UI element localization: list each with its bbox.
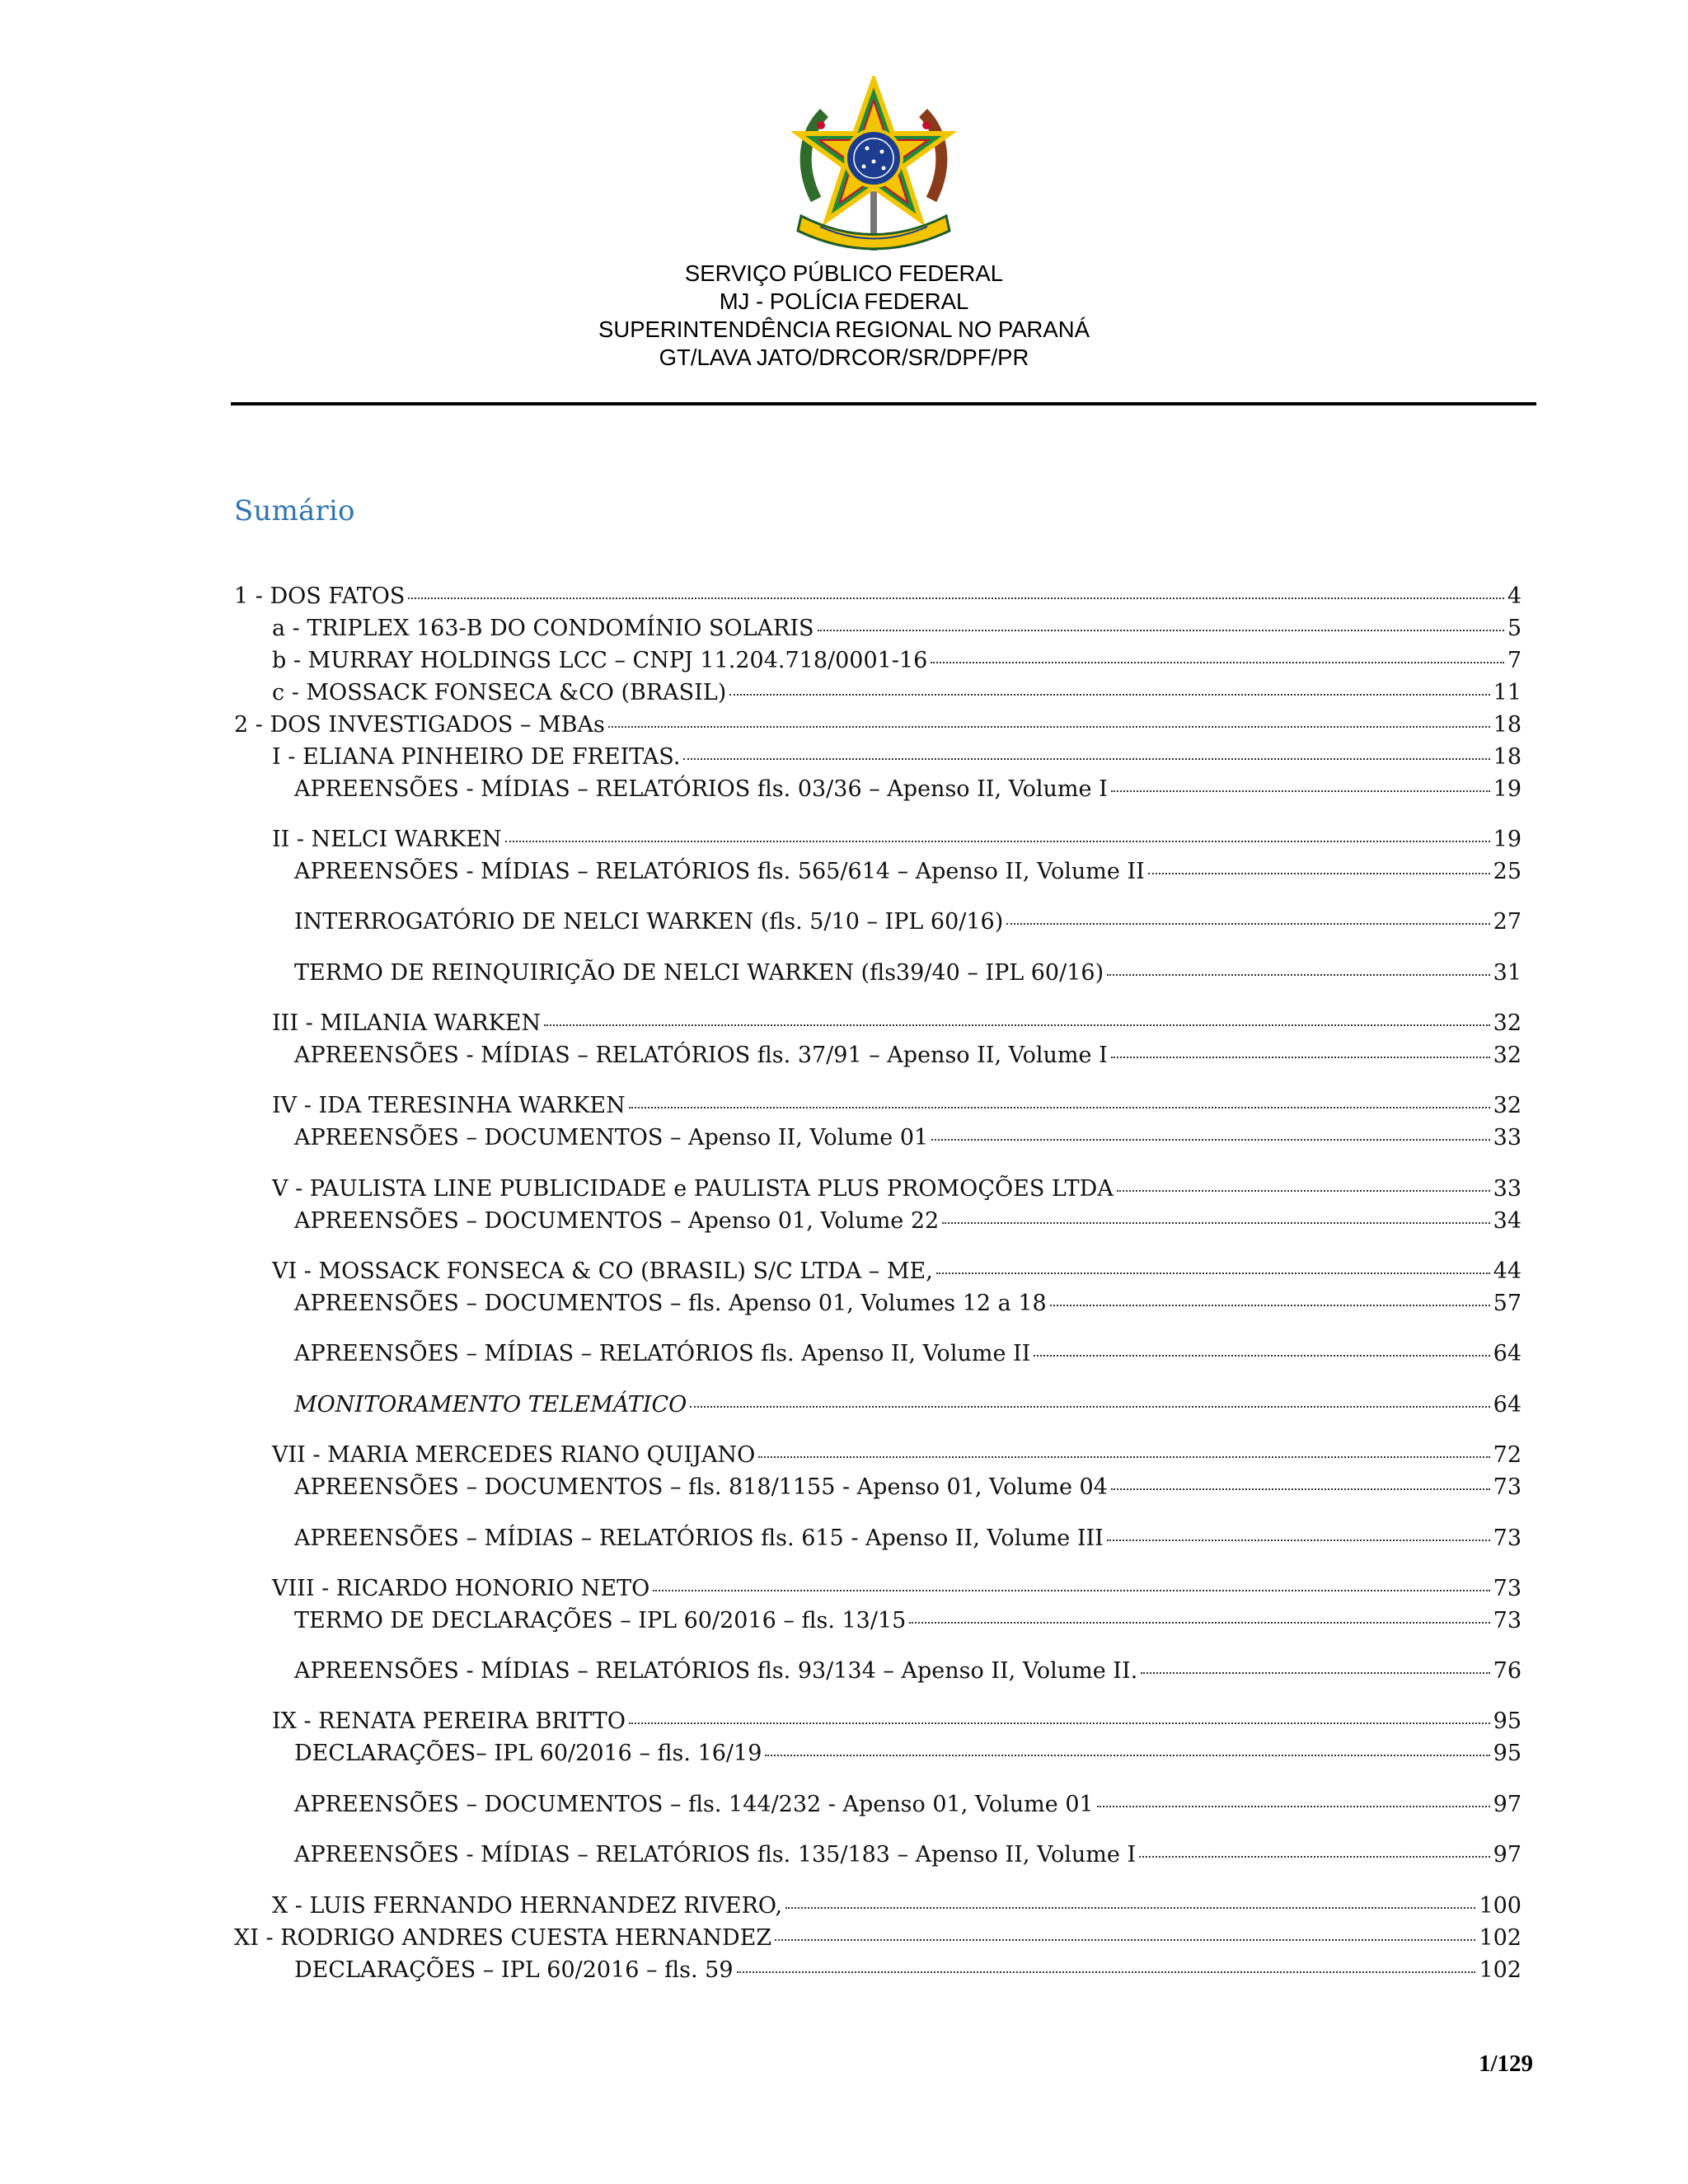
toc-title: Sumário <box>234 494 355 527</box>
toc-entry-label: V - PAULISTA LINE PUBLICIDADE e PAULISTA PLUS PROMOÇÕES LTDA <box>272 1176 1114 1202</box>
toc-entry[interactable] <box>272 1174 1522 1204</box>
toc-entry-label: APREENSÕES - MÍDIAS – RELATÓRIOS fls. 565/614 – Apenso II, Volume II <box>294 859 1145 884</box>
toc-entry-label: DECLARAÇÕES – IPL 60/2016 – fls. 59 <box>294 1957 734 1983</box>
toc-entry-leader <box>1117 1190 1490 1192</box>
toc-entry-label: IV - IDA TERESINHA WARKEN <box>272 1093 626 1118</box>
toc-entry-leader <box>765 1755 1489 1756</box>
toc-entry-label: APREENSÕES - MÍDIAS – RELATÓRIOS fls. 135/183 – Apenso II, Volume I <box>294 1842 1137 1868</box>
toc-entry[interactable] <box>272 1574 1522 1604</box>
toc-entry[interactable] <box>294 1473 1522 1502</box>
toc-entry-page: 34 <box>1493 1208 1522 1234</box>
toc-entry[interactable] <box>294 1956 1522 1985</box>
toc-entry-leader <box>785 1907 1475 1909</box>
toc-entry-label: VI - MOSSACK FONSECA & CO (BRASIL) S/C LTDA – ME, <box>272 1258 933 1284</box>
header-line-1: SERVIÇO PÚBLICO FEDERAL <box>684 260 1004 286</box>
toc-entry-leader <box>1097 1806 1490 1807</box>
toc-entry[interactable] <box>294 1207 1522 1236</box>
toc-entry-page: 19 <box>1493 827 1522 852</box>
toc-entry-leader <box>931 662 1504 663</box>
toc-entry-label: 1 - DOS FATOS <box>234 583 406 609</box>
toc-entry-label: X - LUIS FERNANDO HERNANDEZ RIVERO, <box>272 1893 783 1919</box>
toc-entry-page: 100 <box>1479 1893 1522 1919</box>
toc-entry[interactable] <box>294 1524 1522 1554</box>
toc-entry-leader <box>1107 1540 1490 1541</box>
toc-entry-page: 44 <box>1493 1258 1522 1284</box>
toc-entry-label: IX - RENATA PEREIRA BRITTO <box>272 1708 626 1734</box>
toc-entry-page: 33 <box>1493 1125 1522 1151</box>
toc-entry-leader <box>683 758 1489 760</box>
toc-entry-label: VIII - RICARDO HONORIO NETO <box>272 1576 650 1601</box>
toc-entry-label: APREENSÕES – DOCUMENTOS – fls. Apenso 01, Volumes 12 a 18 <box>294 1291 1047 1316</box>
toc-entry-label: 2 - DOS INVESTIGADOS – MBAs <box>234 712 605 738</box>
toc-entry-page: 73 <box>1493 1608 1522 1633</box>
toc-entry-page: 72 <box>1493 1442 1522 1468</box>
toc-entry[interactable] <box>272 646 1522 676</box>
toc-entry[interactable] <box>294 1123 1522 1153</box>
toc-entry-label: INTERROGATÓRIO DE NELCI WARKEN (fls. 5/10 – IPL 60/16) <box>294 909 1004 935</box>
toc-entry[interactable] <box>294 1790 1522 1820</box>
toc-entry[interactable] <box>294 857 1522 887</box>
toc-entry-leader <box>909 1622 1489 1624</box>
toc-entry-leader <box>1141 1672 1489 1674</box>
toc-entry-leader <box>690 1406 1489 1408</box>
toc-entry-leader <box>1034 1355 1489 1357</box>
toc-entry[interactable] <box>272 1441 1522 1470</box>
toc-entry-page: 5 <box>1507 616 1522 641</box>
toc-entry-page: 18 <box>1493 712 1522 738</box>
toc-entry-page: 25 <box>1493 859 1522 884</box>
toc-entry[interactable] <box>294 1390 1522 1420</box>
toc-entry[interactable] <box>294 907 1522 937</box>
toc-entry-leader <box>729 694 1489 696</box>
toc-entry-leader <box>818 630 1504 631</box>
toc-entry[interactable] <box>294 1289 1522 1319</box>
toc-entry-leader <box>1139 1856 1490 1858</box>
toc-entry-label: APREENSÕES – DOCUMENTOS – Apenso 01, Volume 22 <box>294 1208 940 1234</box>
toc-entry-label: DECLARAÇÕES– IPL 60/2016 – fls. 16/19 <box>294 1741 762 1766</box>
header-divider <box>231 402 1536 405</box>
toc-entry-leader <box>1111 1057 1490 1058</box>
toc-entry[interactable] <box>294 1339 1522 1369</box>
toc-entry[interactable] <box>272 678 1522 708</box>
toc-entry-label: I - ELIANA PINHEIRO DE FREITAS. <box>272 744 681 770</box>
header-line-3: SUPERINTENDÊNCIA REGIONAL NO PARANÁ <box>598 316 1090 342</box>
toc-entry[interactable] <box>294 1041 1522 1071</box>
toc-entry-page: 73 <box>1493 1576 1522 1601</box>
toc-entry[interactable] <box>294 1739 1522 1769</box>
toc-entry-label: MONITORAMENTO TELEMÁTICO <box>294 1392 687 1418</box>
toc-entry-page: 7 <box>1507 648 1522 673</box>
toc-entry-label: APREENSÕES - MÍDIAS – RELATÓRIOS fls. 37/91 – Apenso II, Volume I <box>294 1043 1108 1068</box>
toc-entry-label: APREENSÕES – MÍDIAS – RELATÓRIOS fls. 615 - Apenso II, Volume III <box>294 1526 1104 1551</box>
toc-entry[interactable] <box>272 1257 1522 1286</box>
toc-entry-leader <box>544 1024 1490 1026</box>
toc-entry-page: 32 <box>1493 1010 1522 1036</box>
brazil-coat-of-arms-icon <box>791 76 956 257</box>
toc-entry-label: APREENSÕES - MÍDIAS – RELATÓRIOS fls. 03/36 – Apenso II, Volume I <box>294 776 1108 802</box>
toc-entry-page: 11 <box>1493 680 1522 705</box>
toc-entry-label: c - MOSSACK FONSECA &CO (BRASIL) <box>272 680 727 705</box>
toc-entry-leader <box>653 1590 1489 1591</box>
toc-entry-label: TERMO DE DECLARAÇÕES – IPL 60/2016 – fls. 13/15 <box>294 1608 907 1633</box>
toc-entry-label: APREENSÕES – DOCUMENTOS – fls. 144/232 - Apenso 01, Volume 01 <box>294 1792 1094 1817</box>
toc-entry[interactable] <box>294 1657 1522 1686</box>
toc-entry-leader <box>931 1139 1489 1141</box>
toc-entry-page: 33 <box>1493 1176 1522 1202</box>
toc-entry-page: 18 <box>1493 744 1522 770</box>
toc-entry[interactable] <box>272 1707 1522 1736</box>
toc-entry[interactable] <box>234 1924 1522 1953</box>
toc-entry-label: APREENSÕES – DOCUMENTOS – fls. 818/1155 - Apenso 01, Volume 04 <box>294 1474 1108 1500</box>
toc-entry-leader <box>1006 923 1489 925</box>
toc-entry[interactable] <box>234 582 1522 612</box>
header-line-4: GT/LAVA JATO/DRCOR/SR/DPF/PR <box>659 344 1029 370</box>
toc-entry[interactable] <box>272 825 1522 855</box>
toc-entry-leader <box>1050 1305 1490 1306</box>
toc-entry-page: 4 <box>1507 583 1522 609</box>
toc-entry[interactable] <box>294 1840 1522 1870</box>
toc-entry[interactable] <box>272 1891 1522 1921</box>
toc-entry-page: 64 <box>1493 1392 1522 1418</box>
toc-entry-page: 64 <box>1493 1341 1522 1366</box>
toc-entry-page: 73 <box>1493 1474 1522 1500</box>
toc-entry-label: XI - RODRIGO ANDRES CUESTA HERNANDEZ <box>234 1925 772 1951</box>
toc-entry-page: 19 <box>1493 776 1522 802</box>
toc-entry-leader <box>505 841 1490 842</box>
toc-entry-leader <box>629 1107 1490 1108</box>
toc-entry-leader <box>608 726 1490 728</box>
toc-entry-page: 76 <box>1493 1658 1522 1684</box>
toc-entry-leader <box>1107 974 1490 976</box>
header-line-2: MJ - POLÍCIA FEDERAL <box>719 288 969 314</box>
toc-entry-leader <box>737 1971 1476 1973</box>
toc-entry-page: 95 <box>1493 1708 1522 1734</box>
toc-entry-leader <box>408 598 1503 599</box>
toc-entry[interactable] <box>272 743 1522 772</box>
toc-entry[interactable] <box>294 775 1522 804</box>
toc-entry[interactable] <box>294 958 1522 988</box>
toc-entry-page: 97 <box>1493 1842 1522 1868</box>
toc-entry-leader <box>775 1939 1475 1941</box>
toc-entry-leader <box>758 1456 1489 1458</box>
toc-entry-label: VII - MARIA MERCEDES RIANO QUIJANO <box>272 1442 756 1468</box>
toc-entry-label: a - TRIPLEX 163-B DO CONDOMÍNIO SOLARIS <box>272 616 814 641</box>
toc-entry-page: 102 <box>1479 1925 1522 1951</box>
toc-entry-page: 97 <box>1493 1792 1522 1817</box>
toc-entry-page: 73 <box>1493 1526 1522 1551</box>
toc-entry-page: 102 <box>1479 1957 1522 1983</box>
toc-entry[interactable] <box>272 614 1522 644</box>
toc-entry-page: 32 <box>1493 1093 1522 1118</box>
institution-header <box>0 260 1688 372</box>
toc-entry-page: 31 <box>1493 960 1522 986</box>
toc-entry-page: 57 <box>1493 1291 1522 1316</box>
toc-entry-label: TERMO DE REINQUIRIÇÃO DE NELCI WARKEN (fls39/40 – IPL 60/16) <box>294 960 1104 986</box>
toc-entry[interactable] <box>234 710 1522 740</box>
toc-entry-leader <box>1111 1488 1490 1490</box>
toc-entry[interactable] <box>294 1606 1522 1636</box>
toc-entry-leader <box>942 1222 1489 1224</box>
toc-entry-label: b - MURRAY HOLDINGS LCC – CNPJ 11.204.718/0001-16 <box>272 648 928 673</box>
toc-entry-label: II - NELCI WARKEN <box>272 827 502 852</box>
toc-entry-leader <box>629 1722 1490 1724</box>
toc-entry-page: 95 <box>1493 1741 1522 1766</box>
toc-entry-label: APREENSÕES – MÍDIAS – RELATÓRIOS fls. Apenso II, Volume II <box>294 1341 1031 1366</box>
toc-entry-label: APREENSÕES - MÍDIAS – RELATÓRIOS fls. 93/134 – Apenso II, Volume II. <box>294 1658 1138 1684</box>
toc-entry[interactable] <box>272 1009 1522 1038</box>
toc-entry-label: APREENSÕES – DOCUMENTOS – Apenso II, Volume 01 <box>294 1125 929 1151</box>
toc-entry-leader <box>936 1272 1490 1274</box>
toc-entry-label: III - MILANIA WARKEN <box>272 1010 542 1036</box>
toc-entry-page: 27 <box>1493 909 1522 935</box>
page-number: 1/129 <box>1478 2050 1533 2077</box>
toc-entry-page: 32 <box>1493 1043 1522 1068</box>
toc-entry[interactable] <box>272 1091 1522 1121</box>
toc-entry-leader <box>1111 790 1490 792</box>
toc-entry-leader <box>1148 873 1490 874</box>
